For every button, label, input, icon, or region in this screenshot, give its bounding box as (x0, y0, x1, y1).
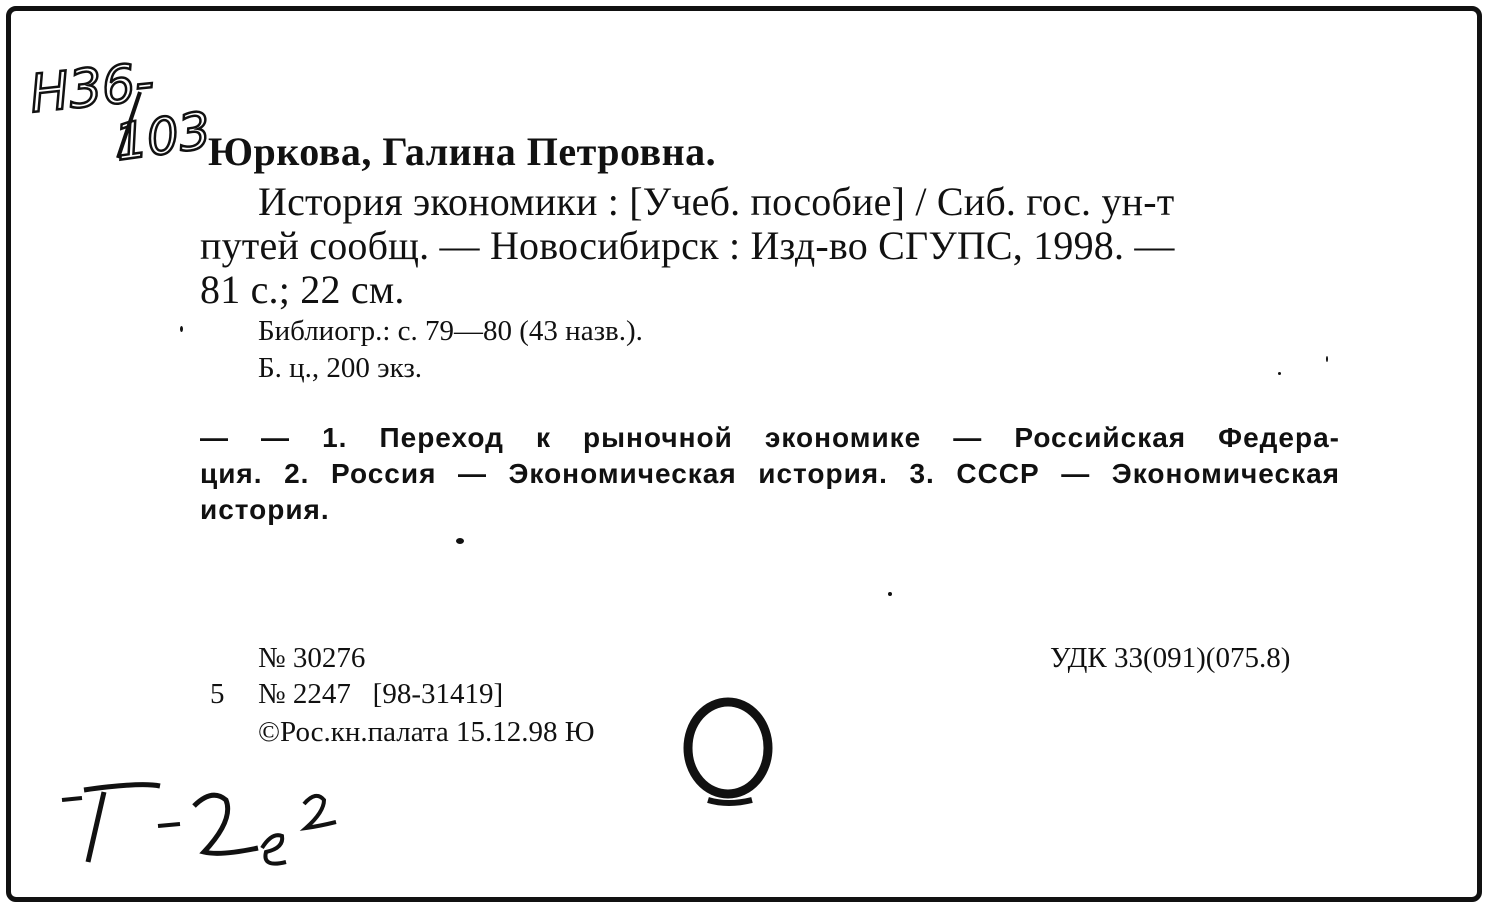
subject-line-1: — — 1. Переход к рыночной экономике — Российская Федера- (200, 422, 1340, 453)
subject-headings (200, 420, 1340, 528)
speck (888, 592, 892, 596)
title-line-2: путей сообщ. — Новосибирск : Изд-во СГУПС, 1998. — (200, 223, 1175, 268)
price-copies-note: Б. ц., 200 экз. (258, 352, 423, 384)
prefix-digit: 5 (210, 678, 225, 710)
record-number-1: № 30276 (258, 642, 366, 674)
subject-line-2: ция. 2. Россия — Экономическая история. 3. СССР — Экономическая (200, 458, 1340, 489)
speck (456, 538, 464, 544)
udk-code: УДК 33(091)(075.8) (1050, 642, 1291, 674)
shelfmark-bottom-handwriting: 103 (111, 101, 215, 172)
title-line-3: 81 с.; 22 см. (200, 267, 405, 312)
bibliography-note: Библиогр.: с. 79—80 (43 назв.). (258, 315, 643, 347)
shelfmark-top-handwriting: Н36- (27, 52, 157, 125)
author-heading: Юркова, Галина Петровна. (208, 129, 717, 174)
speck (1326, 356, 1328, 362)
record-number-2: № 2247 [98-31419] (258, 678, 504, 710)
publisher-line: ©Рос.кн.палата 15.12.98 Ю (258, 716, 595, 748)
speck (1278, 372, 1281, 375)
subject-line-3: история. (200, 494, 330, 525)
speck (180, 326, 183, 332)
title-line-1: История экономики : [Учеб. пособие] / Сиб. гос. ун-т (258, 179, 1175, 224)
